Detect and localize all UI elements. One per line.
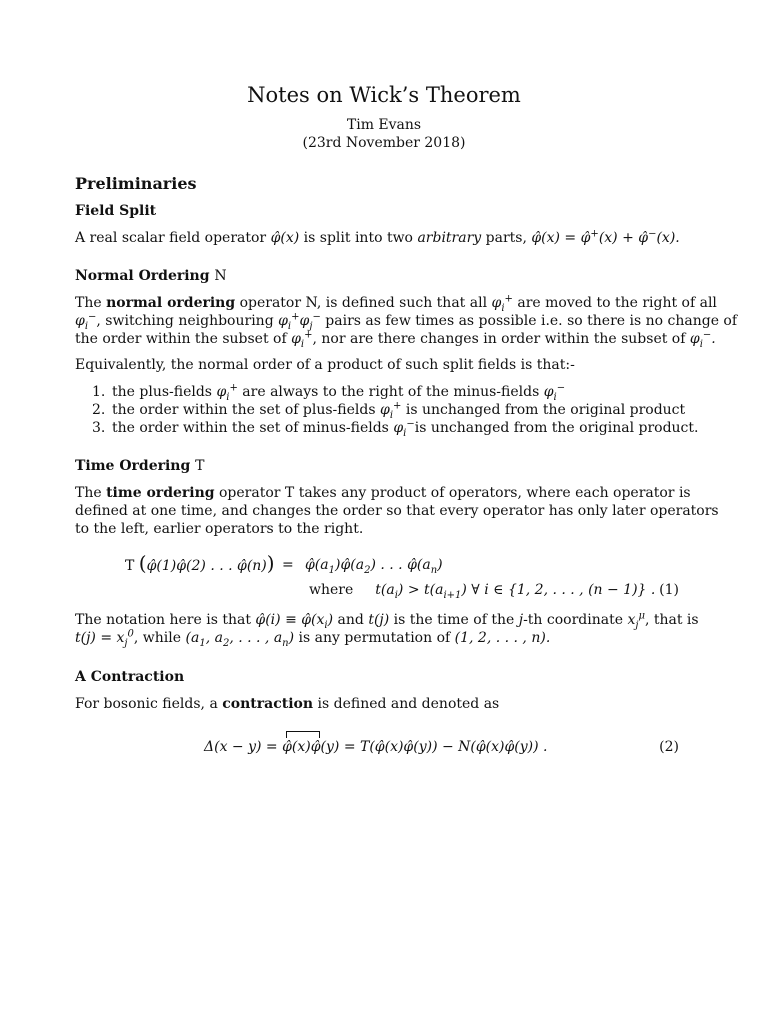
text: are moved to the right of all bbox=[512, 295, 717, 311]
bold-term: normal ordering bbox=[106, 295, 236, 311]
paragraph-line bbox=[75, 610, 699, 631]
list-number: 3. bbox=[92, 420, 106, 436]
section-heading-preliminaries: Preliminaries bbox=[75, 174, 197, 193]
contraction-bracket bbox=[286, 731, 320, 738]
math-phi-minus-i: $\varphi_i^-$ bbox=[75, 311, 97, 332]
math-range: (1, 2, . . . , n). bbox=[454, 630, 551, 646]
text: are always to the right of the minus-fields bbox=[237, 384, 544, 400]
math-phi-plus-i: $\varphi_i^+$ bbox=[491, 293, 513, 314]
text: the order within the set of minus-fields bbox=[112, 420, 394, 436]
bold-term: contraction bbox=[222, 696, 314, 712]
subsection-heading-normal-ordering bbox=[75, 267, 227, 285]
heading-symbol: T bbox=[195, 458, 205, 474]
author-name: Tim Evans bbox=[346, 117, 422, 133]
emphasis-text: arbitrary bbox=[417, 230, 482, 246]
math-j: j bbox=[518, 612, 524, 628]
equation-number-2: (2) bbox=[659, 739, 679, 755]
equation-1-equals: = bbox=[282, 557, 294, 573]
text: is the time of the bbox=[389, 612, 519, 628]
paragraph-line bbox=[75, 484, 691, 502]
equation-1-lhs: T (φ̂(1)φ̂(2) . . . φ̂(n)) bbox=[125, 551, 275, 575]
field-split-line bbox=[75, 229, 679, 247]
text: , that is bbox=[644, 612, 699, 628]
math-phi-plus-i: $\varphi_i^+$ bbox=[380, 400, 402, 421]
math-field-split: φ̂(x) = φ̂+(x) + φ̂−(x). bbox=[531, 228, 680, 246]
document-date: (23rd November 2018) bbox=[302, 135, 466, 151]
text: is any permutation of bbox=[294, 630, 455, 646]
text: , switching neighbouring bbox=[96, 313, 279, 329]
paragraph-line: to the left, earlier operators to the right. bbox=[75, 521, 364, 537]
text: The bbox=[75, 295, 107, 311]
math-phi-plus-i: $\varphi_i^+$ bbox=[216, 382, 238, 403]
time-ordering-paragraph bbox=[75, 484, 719, 538]
list-item bbox=[92, 401, 692, 419]
text: The notation here is that bbox=[75, 612, 256, 628]
text: pairs as few times as possible i.e. so there is no change of bbox=[320, 313, 738, 329]
math-notation: φ̂(i) ≡ $\varphî(x_i)$ bbox=[255, 612, 334, 631]
heading-symbol: N bbox=[214, 268, 227, 284]
subsection-heading-time-ordering bbox=[75, 457, 204, 475]
heading-text: Normal Ordering bbox=[75, 268, 210, 284]
contraction-symbol: φ̂(x)φ̂(y) bbox=[282, 739, 339, 755]
math-permutation: ($a_1$, $a_2$, . . . , $a_n$) bbox=[185, 630, 295, 649]
text: the plus-fields bbox=[112, 384, 217, 400]
math-phi-plus-i: $\varphi_i^+$ bbox=[291, 329, 313, 350]
math-x-mu-j: $x_j^\mu$ bbox=[627, 610, 645, 631]
paragraph-line bbox=[75, 629, 679, 647]
normal-order-rules-list bbox=[92, 382, 699, 439]
field-split-paragraph bbox=[75, 229, 679, 247]
text: the order within the set of plus-fields bbox=[112, 402, 380, 418]
subsection-heading-field-split: Field Split bbox=[75, 203, 157, 219]
bold-term: time ordering bbox=[106, 485, 215, 501]
text: is split into two bbox=[299, 230, 418, 246]
text: The bbox=[75, 485, 107, 501]
text: , while bbox=[133, 630, 186, 646]
equivalence-paragraph bbox=[75, 356, 679, 374]
equation-1-condition: where $t(a_i) > t(a_{i+1})$ ∀ i ∈ {1, 2, . . . , (n − 1)} . bbox=[309, 582, 656, 601]
text: is defined and denoted as bbox=[313, 696, 500, 712]
math-phi-minus-i: $\varphi_i^-$. bbox=[689, 329, 716, 350]
paragraph-line bbox=[75, 293, 717, 314]
math-t-j-equals: $t(j) = x_j^0$ bbox=[75, 628, 134, 649]
math-phi-hat-x: φ̂(x) bbox=[270, 230, 300, 246]
list-number: 1. bbox=[92, 384, 106, 400]
list-number: 2. bbox=[92, 402, 106, 418]
text: parts, bbox=[481, 230, 532, 246]
text: and bbox=[333, 612, 369, 628]
paragraph-line bbox=[75, 311, 738, 332]
text: is unchanged from the original product. bbox=[414, 420, 699, 436]
text: the order within the subset of bbox=[75, 331, 292, 347]
contraction-paragraph bbox=[75, 695, 679, 713]
text: -th coordinate bbox=[523, 612, 628, 628]
math-phi-pair: $\varphi_i^+\varphi_j^-$ bbox=[278, 311, 321, 332]
equation-2: Δ(x − y) = φ̂(x)φ̂(y) = T(φ̂(x)φ̂(y)) − N(φ̂(x)φ̂(y)) . bbox=[204, 738, 548, 756]
list-item bbox=[92, 383, 692, 401]
text: operator N, is defined such that all bbox=[235, 295, 492, 311]
math-phi-minus-i: $\varphi_i^-$ bbox=[393, 418, 415, 439]
paragraph-line: Equivalently, the normal order of a product of such split fields is that:- bbox=[75, 357, 575, 373]
paragraph-line bbox=[75, 329, 716, 350]
text: For bosonic fields, a bbox=[75, 696, 223, 712]
subsection-heading-contraction: A Contraction bbox=[75, 669, 185, 685]
text: is unchanged from the original product bbox=[401, 402, 686, 418]
equation-1-rhs: $\varphî(a_1)\varphî(a_2)$ . . . $\varphî(a_n)$ bbox=[305, 557, 443, 576]
math-t-j: t(j) bbox=[368, 612, 390, 628]
normal-ordering-paragraph bbox=[75, 293, 738, 350]
document-title: Notes on Wick’s Theorem bbox=[247, 83, 521, 107]
text: A real scalar field operator bbox=[75, 230, 271, 246]
text: operator T takes any product of operators, where each operator is bbox=[214, 485, 691, 501]
paragraph-line: defined at one time, and changes the order so that every operator has only later operators bbox=[75, 503, 719, 519]
list-item bbox=[92, 418, 699, 439]
equation-number-1: (1) bbox=[659, 582, 679, 598]
notation-paragraph bbox=[75, 610, 699, 649]
heading-text: Time Ordering bbox=[75, 458, 191, 474]
math-phi-minus-i: $\varphi_i^-$ bbox=[543, 382, 566, 403]
text: , nor are there changes in order within the subset of bbox=[312, 331, 690, 347]
where-text: where bbox=[309, 582, 354, 598]
paragraph-line bbox=[75, 695, 679, 713]
